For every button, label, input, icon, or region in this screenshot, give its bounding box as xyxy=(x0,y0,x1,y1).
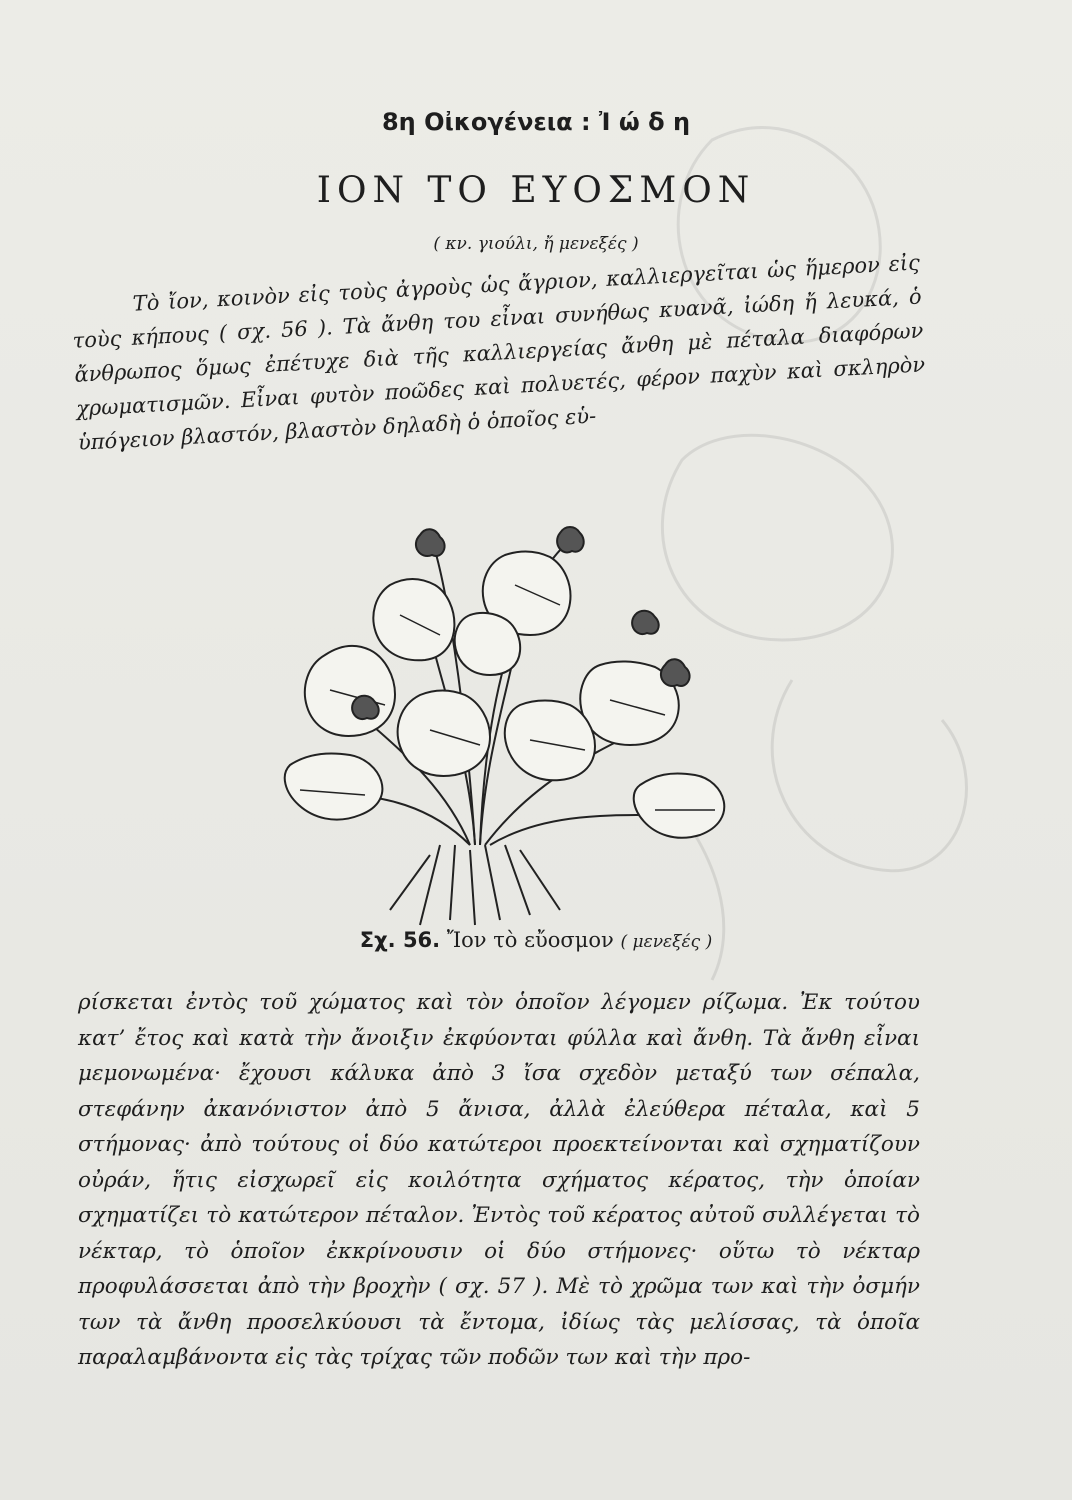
violet-plant-illustration xyxy=(270,515,770,935)
page-title: ΙΟΝ ΤΟ ΕΥΟΣΜΟΝ xyxy=(316,170,756,211)
figure-caption xyxy=(0,928,1072,952)
paragraph-description: ρίσκεται ἐντὸς τοῦ χώματος καὶ τὸν ὁποῖον λέγομεν ρίζωμα. Ἐκ τούτου κατ’ ἔτος καὶ κατὰ τὴν ἄνοιξιν ἐκφύονται φύλλα καὶ ἄνθη. Τὰ ἄνθη εἶναι μεμονωμένα· ἔχουσι κάλυκα ἀπὸ 3 ἴσα σχεδὸν μεταξύ των σέπαλα, στεφάνην ἀκανόνιστον ἀπὸ 5 ἄνισα, ἀλλὰ ἐλεύθερα πέταλα, καὶ 5 στήμονας· ἀπὸ τούτους οἱ δύο κατώτεροι προεκτείνονται καὶ σχηματίζουν οὐράν, ἥτις εἰσχωρεῖ εἰς κοιλότητα σχήματος κέρατος, τὴν ὁποίαν σχηματίζει τὸ κατώτερον πέταλον. Ἐντὸς τοῦ κέρατος αὐτοῦ συλλέγεται τὸ νέκταρ, τὸ ὁποῖον ἐκκρίνουσιν οἱ δύο στήμονες· οὕτω τὸ νέκταρ προφυλάσσεται ἀπὸ τὴν βροχὴν ( σχ. 57 ). Μὲ τὸ χρῶμα των καὶ τὴν ὀσμήν των τὰ ἄνθη προσελκύουσι τὰ ἔντομα, ἰδίως τὰς μελίσσας, τὰ ὁποῖα παραλαμβάνοντα εἰς τὰς τρίχας τῶν ποδῶν των καὶ τὴν προ- xyxy=(78,990,920,1370)
paragraph-intro: Τὸ ἴον, κοινὸν εἰς τοὺς ἀγροὺς ὡς ἄγριον, καλλιεργεῖται ὡς ἥμερον εἰς τοὺς κήπους ( σχ. 56 ). Τὰ ἄνθη του εἶναι συνήθως κυανᾶ, ἰώδη ἤ λευκά, ὁ ἄνθρωπος ὅμως ἐπέτυχε διὰ τῆς καλλιεργείας ἄνθη μὲ πέταλα διαφόρων χρωματισμῶν. Εἶναι φυτὸν ποῶδες καὶ πολυετές, φέρον παχὺν καὶ σκληρὸν ὑπόγειον βλαστόν, βλαστὸν δηλαδὴ ὁ ὁποῖος εὑ- xyxy=(72,250,926,455)
caption-text: Ἴον τὸ εὔοσμον xyxy=(446,928,614,952)
caption-label: Σχ. 56. xyxy=(359,928,441,952)
subtitle-common-names: ( κν. γιούλι, ἤ μενεξές ) xyxy=(433,234,639,254)
family-heading: 8η Οἰκογένεια : Ἰ ώ δ η xyxy=(381,108,691,136)
caption-common-name: ( μενεξές ) xyxy=(620,932,713,952)
